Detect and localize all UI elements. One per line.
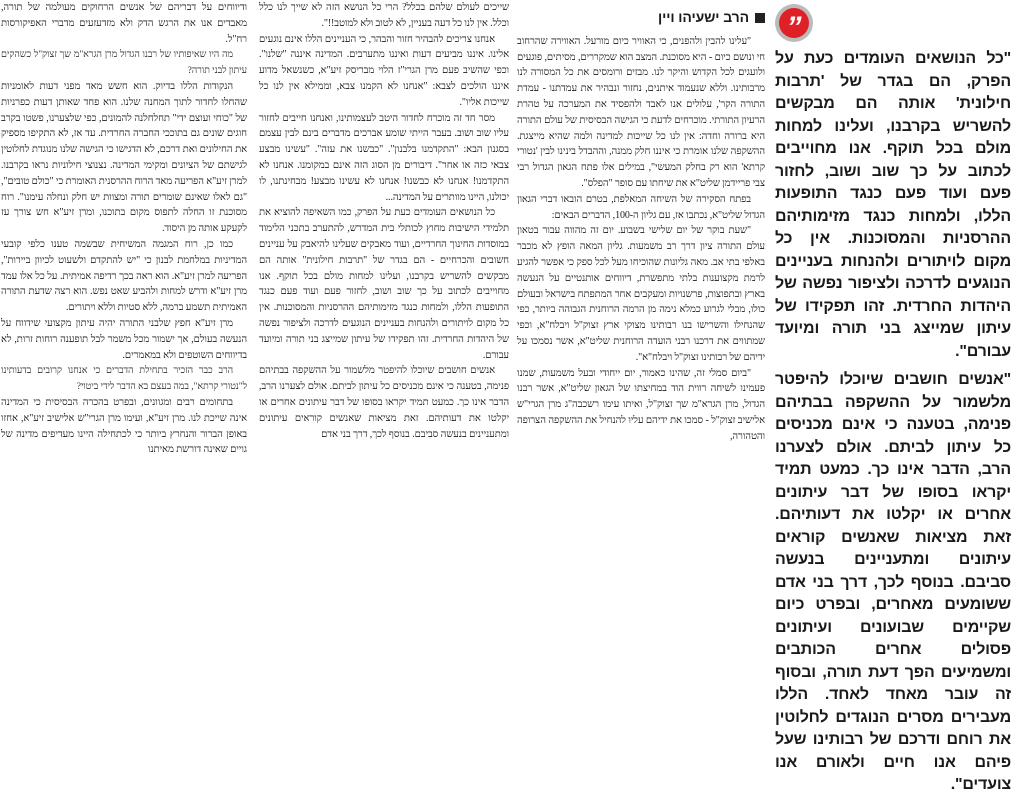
pull-quote-column [775,0,1011,803]
quote-glyph: ” [779,8,809,38]
article-column-3 [1,0,247,458]
paragraph: שייכים לעולם שלהם בכלל? הרי כל הנושא הזה לא שייך לנו כלל וכלל. אין לנו כל דעה בעניין, לא לטוב ולא למוטב!!". [259,2,509,29]
pull-quote-1: "כל הנושאים העומדים כעת על הפרק, הם בגדר של 'תרבות חילונית' אותה הם מבקשים להשריש בקרבנו, ועלינו למחות מולם בכל תוקף. אנו מחוייבים לכתוב על כך שוב ושוב, לחזור פעם ועוד פעם כנגד התופעות הללו, ולמחות כנגד מזימותיהם ההרסניות והמסוכנות. אין כל מקום לויתורים ולהנחות בעניינים הנוגעים לדרכה ולציפור נפשה של היהדות החרדית. זהו תפקידו של עיתון שמייצג בני תורה ומיועד עבורם". [775,50,1011,360]
article-column-1 [517,0,765,445]
square-bullet-icon [755,13,765,23]
paragraph: מרן זיע"א חפץ שלבני התורה יהיה עיתון מקצועי שידווח על הנעשה בעולם, אך ישמור מכל משמר לבל תופענה רוחות זרות, לא בדיווחים השוטפים ולא במאמרים. [1,317,247,361]
quote-marks-icon [775,4,813,42]
paragraph: "שעת בוקר של יום שלישי בשבוע. יום זה מהווה עבור בטאון עולם התורה ציון דרך רב משמעות. גליון המאה הופץ לא מכבר באלפי בתי אב. מאה גליונות שהוכיחו מעל לכל ספק כי אפשר להגיע לרמת מקצוענות בלתי מתפשרת, דיווחים אותנטיים על הנעשה בארץ ובתפוצות, פרשנויות ומעקבים אחר המתפתח בישראל ובעולם כולו, מבלי לגרוע כמלא נימה מן הרמה הרוחנית הגבוהה ביותר, כפי שהנחילו והשרישו בנו רבותינו מצוקי ארץ זצוק"ל ויבלח"א, וכפי שמתווים את דרכנו רבני הועדה הרוחנית שליט"א, אשר נסמכו על ידיהם של רבותינו זצוק"ל ויבלח"א". [517,225,765,363]
author-name: הרב ישעיהו ויין [657,9,749,25]
paragraph: כל הנושאים העומדים כעת על הפרק, כמו השאיפה להוציא את תלמידי הישיבות מחוץ לכותלי בית המדרש, להתערב בתכני הלימוד במוסדות החינוך החרדיים, ועוד מאבקים שעלינו להיאבק על עניינים חשובים והכרחיים - הם בגדר של "תרבות חילונית" אותה הם מבקשים להשריש בקרבנו, ועלינו למחות מולם בכל תוקף. אנו מחוייבים לכתוב על כך שוב ושוב, לחזור פעם ועוד פעם כנגד התופעות הללו, ולמחות כנגד מזימותיהם ההרסניות והמסוכנות. אין כל מקום לויתורים ולהנחות בעניינים הנוגעים לדרכה ולציפור נפשה של היהדות החרדית. זהו תפקידו של עיתון שמייצג בני תורה ומיועד עבורם. [259,207,509,361]
paragraph: כמו כן, רוח המגמה המשיחית שבשמה טענו כלפי קובעי המדיניות במלחמת לבנון כי "יש להתקדם ולשעוט לכיוון ביירות", הפריעה למרן זיע"א. הוא ראה בכך רדיפה אמיתית. על כל אלו עמד מרן זיע"א ודרש למחות ולהביע שאט נפש. הוא רצה שדעת התורה האמיתית תשמע ברמה, ללא סטיות וללא ויתורים. [1,238,247,314]
paragraph: מסר חד זה מוכרח לחדור היטב לעצמותינו, ואנחנו חייבים לחזור עליו שוב ושוב. בעבר הייתי שומע אברכים מדברים בינם לבין עצמם בסגנון הבא: "התקדמנו בלבנון". "כבשנו את עזה". "עשינו מבצע צבאי כזה או אחר". דיבורים מן הסוג הזה אינם במקומנו. אנחנו לא התקדמנו! אנחנו לא כבשנו! אנחנו לא עשינו מבצע! מבחינתנו, לו יכולנו, היינו מוותרים על המדינה... [259,112,509,203]
paragraph: הנקודות הללו בדיוק. הוא חשש מאד מפני דעות לאומניות שהחלו לחדור לתוך המחנה שלנו. הוא פחד שאותן דעות כפרניות של "כוחי ועוצם ידי" תחלחלנה להמונים, כפי שלצערנו, פשטו בקרב חוגים שונים גם בתוככי החברה החרדית. עד אז, לא התקיפו מספיק את החילונים ואת דרכם, לא הדגישו כי הגישה שלנו מנוגדת לחלוטין לגישתם של הציונים ומקימי המדינה. נצנוצי חילוניות נראו בקרבנו. למרן זיע"א הפריעה מאד הרוח ההרסנית האומרת כי "כולם טובים", "גם לאלו שאינם שומרים תורה ומצוות יש חלק ונחלה עימנו". רוח מסוכנת זו החלה לתפוס מקום בתוכנו, ומרן זיע"א חש צורך עז לקעקע אותה מן היסוד. [1,80,247,235]
article-column-2 [259,0,509,442]
paragraph: "עלינו להבין ולהפנים, כי האוויר כיום מורעל. האווירה שהרחוב חי ונושם כיום - היא מסוכנת. המצב הוא שמקררים, מסיתים, פוגעים ולועגים לכל הקדוש והיקר לנו. מבזים ורומסים את כל המסורה לנו מרבותינו. וללא שנעמוד איתנים, נחזור ונבהיר את עמדתנו - עמדת התורה הקר', עלולים אנו לאבד ולהפסיד את המערכה על טהרת הרעיון התורתי. מוכרחים לדעת כי הגישה הבסיסית של עולם התורה היא ברורה וחדה: אין לנו כל שייכות למדינה ולמה שהיא מייצגת. ההשקפה שלנו אומרת כי איננו חלק ממנה, וההבדל בינינו לבין 'נטורי קרתא' הוא רק בחלק המעשי", במילים אלו פתח הגאון הגדול רבי צבי פריידמן שליט"א את שיחתו עם סופר "הפלס". [517,35,765,189]
paragraph: ודיווחים על דבריהם של אנשים הרחוקים מעולמה של תורה, מאבדים אנו את הרגש הדק ולא מזדעזעים מדברי האפיקורסות רח"ל. [1,2,247,45]
paragraph: בפתח הסקירה של השיחה המאלפת, בטרם הובאו דברי הגאון הגדול שליט"א, נכתבו אז, עם גליון ה-100, הדברים הבאים: [517,193,765,221]
pull-quote-2: "אנשים חושבים שיוכלו להיפטר מלשמור על ההשקפה בבתיהם פנימה, בטענה כי אינם מכניסים כל עיתון לביתם. אולם לצערנו הרב, הדבר אינו כך. כמעט תמיד יקראו בסופו של דבר עיתונים אחרים או יקלטו את דעותיהם. זאת מציאות שאנשים קוראים עיתונים ומתעניינים בנעשה סביבם. בנוסף לכך, דרך בני אדם ששומעים מאחרים, ובפרט כיום שקיימים שבועונים ועיתונים פסולים אחרים הכותבים ומשמיעים הפך דעת תורה, ובסוף זה עובר מאחד לאחד. הללו מעבירים מסרים הנוגדים לחלוטין את רוחם ודרכם של רבותינו שעל פיהם אנו חיים ולאורם אנו צועדים". [775,371,1011,793]
paragraph: "ביום סמלי זה, שהינו כאמור, יום ייחודי ובעל משמעות, שמנו פעמינו לשיחה רווית הוד במחיצתו של הגאון שליט"א, אשר רבנו הגדול, מרן הגרא"מ שך זצוק"ל, ואיתו עימו רשכבה"ג מרן הגרי"ש אלישיב זצוק"ל - סמכו את ידיהם עליו להנחיל את ההשקפה הצרופה והטהורה, [517,367,765,442]
paragraph: בתחומים רבים ומגוונים, ובפרט בהכרה הבסיסית כי המדינה אינה שייכת לנו. מרן זיע"א, ועימו מרן הגרי"ש אלישיב זיע"א, אחזו באופן הברור והנחרץ ביותר כי לכתחילה היינו מעדיפים מדינה של גויים שאינה דורשת מאיתנו [1,396,247,456]
interview-question: הרב כבר הזכיר בתחילת הדברים כי אנחנו קרובים בדעותינו ל"נטורי קרתא", במה בעצם בא הדבר לידי ביטוי? [1,365,247,393]
interview-question: מה היו שאיפותיו של רבנו הגדול מרן הגרא"מ שך זצוק"ל כשהקים עיתון לבני תורה? [1,49,247,77]
byline [517,10,765,26]
paragraph: אנשים חושבים שיוכלו להיפטר מלשמור על ההשקפה בבתיהם פנימה, בטענה כי אינם מכניסים כל עיתון לביתם. אולם לצערנו הרב, הדבר אינו כך. כמעט תמיד יקראו בסופו של דבר עיתונים אחרים או יקלטו את דעותיהם. זאת מציאות שאנשים קוראים עיתונים ומתעניינים בנעשה סביבם. בנוסף לכך, דרך בני אדם [259,365,509,440]
paragraph: אנחנו צריכים להבהיר חזור והבהר, כי העניינים הללו אינם נוגעים אלינו. איננו מביעים דעות ואיננו מתערבים. המדינה איננה "שלנו". וכפי שהשיב פעם מרן הגרי"ז הלוי מבריסק זיע"א, כשנשאל מדוע איננו הולכים לצבא: "אנחנו לא הקמנו צבא, וממילא אין לנו כל שייכות אליו". [259,33,509,108]
